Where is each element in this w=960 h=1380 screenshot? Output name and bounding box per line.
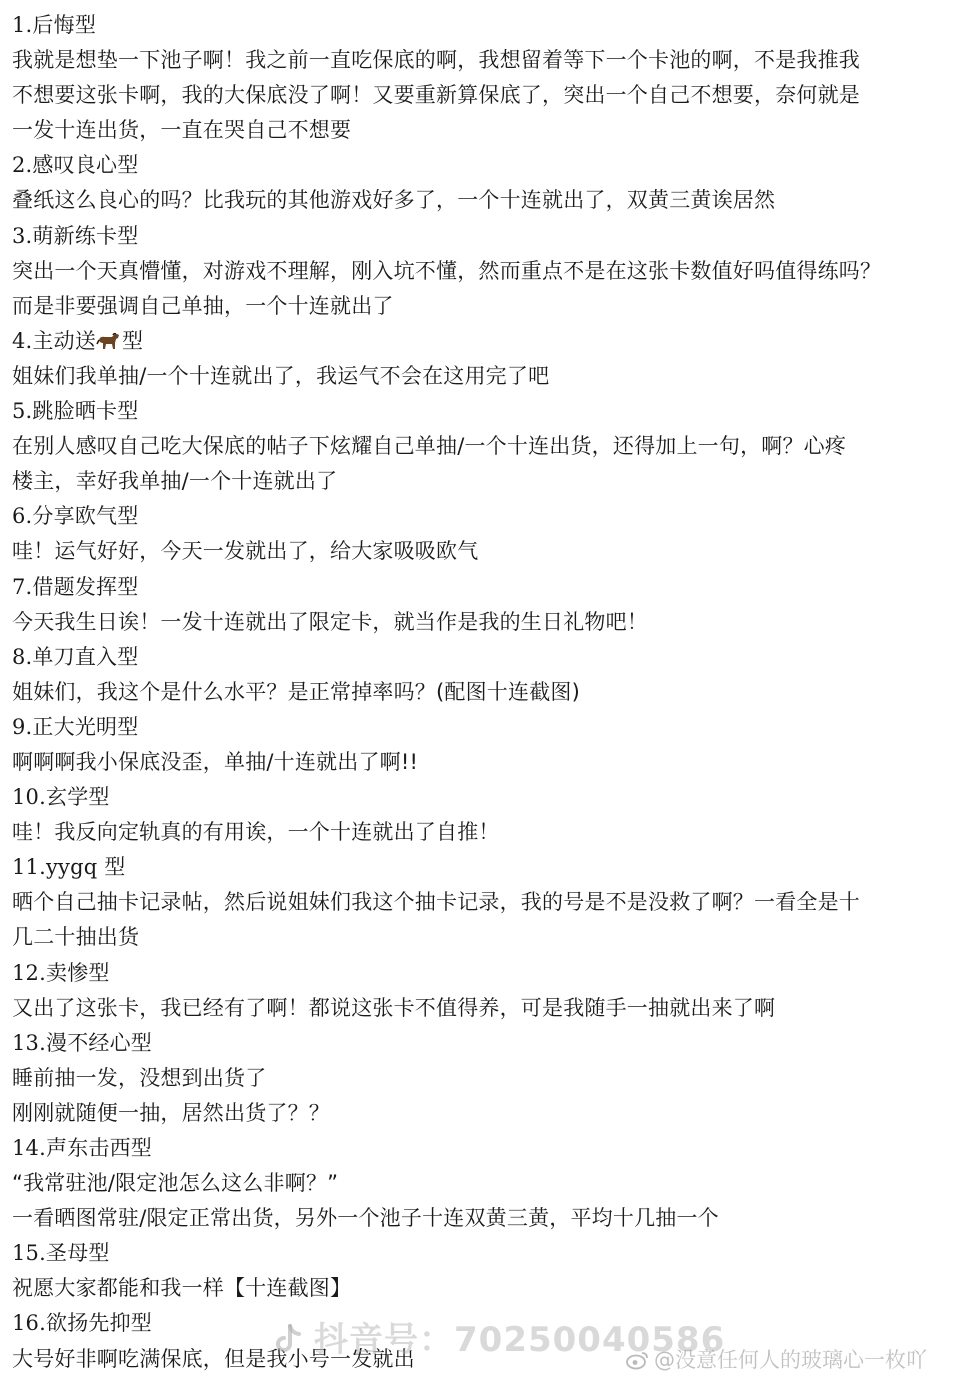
item-heading: [12, 324, 952, 359]
item-heading: 3.萌新练卡型: [12, 223, 139, 248]
document: [12, 8, 952, 1377]
item-heading: 1.后悔型: [12, 13, 97, 37]
item-body-line: 一发十连出货，一直在哭自己不想要: [12, 118, 352, 143]
item-heading-suffix: 型: [122, 328, 144, 353]
item-body-line: 睡前抽一发，没想到出货了: [12, 1065, 267, 1090]
item-heading: 11.yygq 型: [12, 855, 126, 880]
item-body-line: 今天我生日诶！一发十连就出了限定卡，就当作是我的生日礼物吧！: [12, 609, 648, 634]
item-heading: 12.卖惨型: [12, 960, 110, 985]
item-body-line: 突出一个天真懵懂，对游戏不理解，刚入坑不懂，然而重点不是在这张卡数值好吗值得练吗？: [12, 258, 882, 283]
item-body-line: 不想要这张卡啊，我的大保底没了啊！又要重新算保底了，突出一个自己不想要，奈何就是: [12, 83, 860, 108]
item-heading-text: 4.主动送: [12, 328, 97, 353]
weibo-watermark: [626, 1344, 927, 1374]
item-body-line: 又出了这张卡，我已经有了啊！都说这张卡不值得养，可是我随手一抽就出来了啊: [12, 995, 776, 1020]
item-heading: 10.玄学型: [12, 785, 110, 810]
item-body-line: 哇！我反向定轨真的有用诶，一个十连就出了自推！: [12, 820, 500, 845]
item-body-line: 啊啊啊我小保底没歪，单抽/十连就出了啊!!: [12, 749, 419, 774]
item-body-line: 祝愿大家都能和我一样【十连截图】: [12, 1276, 352, 1301]
item-body-line: 刚刚就随便一抽，居然出货了？？: [12, 1100, 330, 1125]
item-heading: 9.正大光明型: [12, 714, 139, 739]
item-body-line: 我就是想垫一下池子啊！我之前一直吃保底的啊，我想留着等下一个卡池的啊，不是我推我: [12, 48, 860, 73]
item-body-line: 大号好非啊吃满保底，但是我小号一发就出: [12, 1346, 415, 1371]
item-heading: 16.欲扬先抑型: [12, 1311, 152, 1336]
horse-icon: [96, 327, 122, 347]
item-body-line: “我常驻池/限定池怎么这么非啊？”: [12, 1171, 339, 1196]
douyin-watermark-text: 抖音号：70250040586: [314, 1320, 726, 1360]
item-body-line: 几二十抽出货: [12, 925, 140, 950]
item-body-line: 哇！运气好好，今天一发就出了，给大家吸吸欧气: [12, 539, 479, 564]
item-heading: 7.借题发挥型: [12, 574, 139, 599]
tiktok-icon: [272, 1322, 306, 1356]
item-heading: 2.感叹良心型: [12, 153, 139, 178]
item-body-line: 姐妹们，我这个是什么水平？是正常掉率吗？(配图十连截图): [12, 679, 580, 704]
item-body-line: 楼主，幸好我单抽/一个十连就出了: [12, 469, 338, 494]
item-body-line: 晒个自己抽卡记录帖，然后说姐妹们我这个抽卡记录，我的号是不是没救了啊？一看全是十: [12, 890, 860, 915]
item-body-line: 一看晒图常驻/限定正常出货，另外一个池子十连双黄三黄，平均十几抽一个: [12, 1206, 719, 1231]
item-body-line: 而是非要强调自己单抽，一个十连就出了: [12, 293, 394, 318]
weibo-watermark-text: @没意任何人的玻璃心一枚吖: [654, 1348, 927, 1372]
item-heading: 8.单刀直入型: [12, 644, 139, 669]
item-heading: 5.跳脸晒卡型: [12, 399, 139, 424]
item-heading: 15.圣母型: [12, 1241, 110, 1266]
item-heading: 13.漫不经心型: [12, 1030, 152, 1055]
item-heading: 14.声东击西型: [12, 1136, 152, 1160]
item-body-line: 姐妹们我单抽/一个十连就出了，我运气不会在这用完了吧: [12, 363, 550, 388]
item-heading: 6.分享欧气型: [12, 504, 139, 529]
item-body-line: 叠纸这么良心的吗？比我玩的其他游戏好多了，一个十连就出了，双黄三黄诶居然: [12, 188, 776, 213]
weibo-icon: [626, 1350, 650, 1370]
item-body-line: 在别人感叹自己吃大保底的帖子下炫耀自己单抽/一个十连出货，还得加上一句，啊？心疼: [12, 434, 847, 459]
